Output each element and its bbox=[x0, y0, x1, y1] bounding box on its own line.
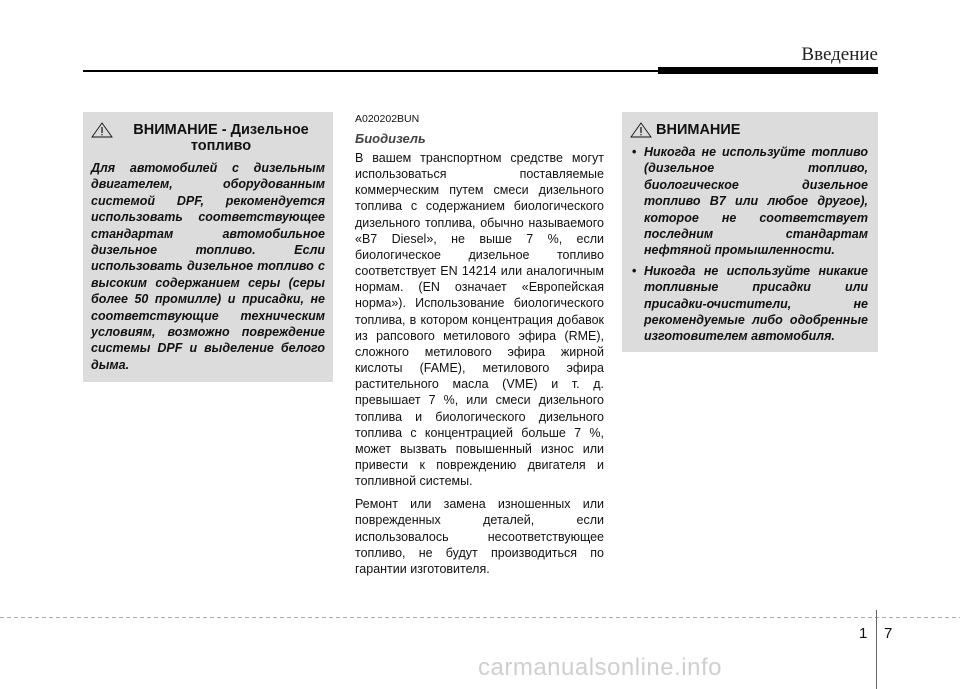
section-title: Введение bbox=[801, 44, 878, 65]
biodiesel-heading: Биодизель bbox=[355, 131, 426, 146]
fuel-warning-header bbox=[630, 122, 868, 138]
page-number-divider bbox=[876, 610, 877, 689]
warning-triangle-icon bbox=[91, 122, 113, 138]
biodiesel-paragraph-1: В вашем транспортном средстве могут использоваться поставляемые коммерческим путем смеси дизельного топлива с содержанием биологического дизельного топлива, обычно называемого «B7 Diesel», не выше 7 %, если биологическое дизельное топливо соответствует EN 14214 или аналогичным нормам. (EN означает «Европейская норма»). Использование биологического топлива, в котором концентрация добавок из рапсового метилового эфира (RME), сложного метилового эфира жирной кислоты (FAME), метилового эфира растительного масла (VME) и т. д. превышает 7 %, или смеси дизельного топлива и биологического дизельного топлива с концентрацией больше 7 %, может вызвать повышенный износ или привести к повреждению двигателя и топливной системы. bbox=[355, 151, 604, 489]
page-section-number: 1 bbox=[859, 625, 868, 642]
diesel-warning-box bbox=[83, 112, 333, 382]
biodiesel-section bbox=[355, 113, 604, 584]
section-code: A020202BUN bbox=[355, 113, 420, 125]
diesel-warning-title: ВНИМАНИЕ - Дизельное топливо bbox=[133, 122, 309, 154]
diesel-warning-header bbox=[91, 122, 325, 154]
warning-triangle-icon bbox=[630, 122, 652, 138]
list-item: • Никогда не используйте никакие топливные присадки или присадки-очистители, не рекомендуемые либо одобренные изготовителем автомобиля. bbox=[632, 263, 868, 344]
list-item: • Никогда не используйте топливо (дизельное топливо, биологическое дизельное топливо B7 или любое другое), которое не соответствует последним стандартам нефтяной промышленности. bbox=[632, 145, 868, 258]
page-number: 7 bbox=[884, 625, 893, 642]
diesel-warning-text: Для автомобилей с дизельным двигателем, оборудованным системой DPF, рекомендуется использовать соответствующее стандартам автомобильное дизельное топливо. Если использовать дизельное топливо с высоким содержанием серы (серы более 50 промилле) и присадки, не соответствующие техническим условиям, возможно повреждение системы DPF и выделение белого дыма. bbox=[91, 161, 325, 372]
header-rule bbox=[83, 70, 658, 72]
footer-rule bbox=[0, 617, 960, 618]
fuel-warning-list bbox=[630, 144, 868, 345]
watermark: carmanualsonline.info bbox=[478, 654, 722, 681]
fuel-warning-box bbox=[622, 112, 878, 352]
header-rule-thick bbox=[658, 67, 878, 74]
biodiesel-paragraph-2: Ремонт или замена изношенных или поврежденных деталей, если использовалось несоответствующее топливо, не будут производиться по гарантии изготовителя. bbox=[355, 497, 604, 576]
fuel-warning-title: ВНИМАНИЕ bbox=[656, 122, 741, 138]
